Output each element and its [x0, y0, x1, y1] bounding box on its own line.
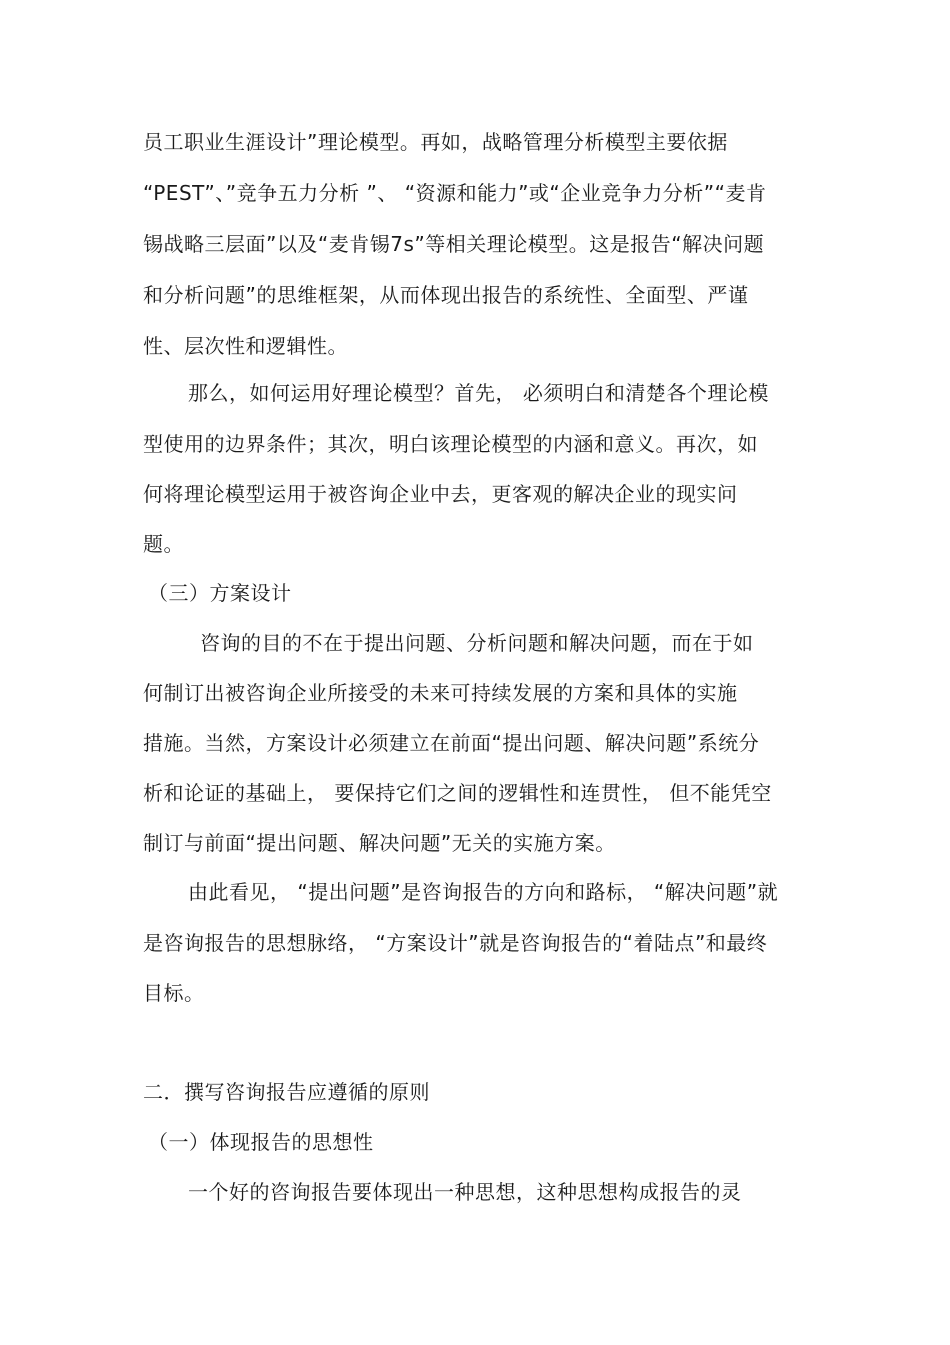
- chapter-heading: 二．撰写咨询报告应遵循的原则: [143, 1080, 430, 1104]
- paragraph-line: 目标。: [143, 981, 205, 1005]
- paragraph-line: 是咨询报告的思想脉络， “方案设计”就是咨询报告的“着陆点”和最终: [143, 931, 768, 955]
- paragraph-line: 那么，如何运用好理论模型？首先， 必须明白和清楚各个理论模: [188, 381, 769, 405]
- paragraph-line: 和分析问题”的思维框架，从而体现出报告的系统性、全面型、严谨: [143, 283, 749, 307]
- paragraph-line: 锡战略三层面”以及“麦肯锡7s”等相关理论模型。这是报告“解决问题: [143, 232, 765, 256]
- paragraph-line: 题。: [143, 532, 184, 556]
- section-heading: （三）方案设计: [148, 581, 292, 605]
- paragraph-line: “PEST”、”竞争五力分析 ”、 “资源和能力”或“企业竞争力分析”“麦肯: [143, 181, 767, 205]
- paragraph-line: 型使用的边界条件；其次，明白该理论模型的内涵和意义。再次，如: [143, 432, 758, 456]
- paragraph-line: 何制订出被咨询企业所接受的未来可持续发展的方案和具体的实施: [143, 681, 738, 705]
- paragraph-line: 制订与前面“提出问题、解决问题”无关的实施方案。: [143, 831, 616, 855]
- paragraph-line: 性、层次性和逻辑性。: [143, 334, 348, 358]
- paragraph-line: 措施。当然，方案设计必须建立在前面“提出问题、解决问题”系统分: [143, 731, 760, 755]
- paragraph-line: 咨询的目的不在于提出问题、分析问题和解决问题，而在于如: [200, 631, 754, 655]
- paragraph-line: 由此看见， “提出问题”是咨询报告的方向和路标， “解决问题”就: [188, 880, 779, 904]
- paragraph-line: 何将理论模型运用于被咨询企业中去，更客观的解决企业的现实问: [143, 482, 738, 506]
- section-heading: （一）体现报告的思想性: [148, 1130, 374, 1154]
- paragraph-line: 员工职业生涯设计”理论模型。再如，战略管理分析模型主要依据: [143, 130, 728, 154]
- paragraph-line: 析和论证的基础上， 要保持它们之间的逻辑性和连贯性， 但不能凭空: [143, 781, 772, 805]
- paragraph-line: 一个好的咨询报告要体现出一种思想，这种思想构成报告的灵: [188, 1180, 742, 1204]
